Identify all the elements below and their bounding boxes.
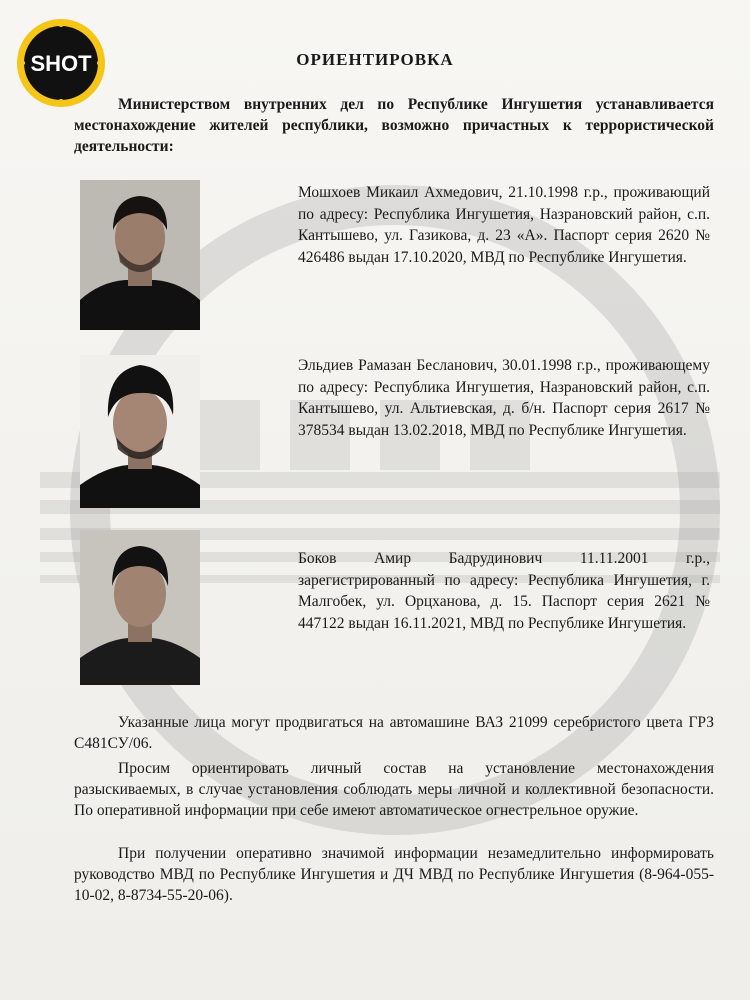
contact-paragraph: При получении оперативно значимой информации незамедлительно информировать руководство МВД по Республике Ингушетия и ДЧ МВД по Республике Ингушетия (8-964-055-10-02, 8-8734-55-20-06). — [74, 845, 714, 904]
person-2-description: Эльдиев Рамазан Бесланович, 30.01.1998 г.р., проживающему по адресу: Республика Ингушетия, Назрановский район, с.п. Кантышево, ул. Альтиевская, д. б/н. Паспорт серия 2617 № 378534 выдан 13.02.2018, МВД по Республике Ингушетия. — [298, 357, 710, 439]
page-title: ОРИЕНТИРОВКА — [296, 50, 454, 69]
person-photo-2 — [80, 355, 200, 508]
person-photo-3 — [80, 530, 200, 685]
vehicle-paragraph: Указанные лица могут продвигаться на автомашине ВАЗ 21099 серебристого цвета ГРЗ С481СУ/06. — [74, 714, 714, 752]
orientation-paragraph: Просим ориентировать личный состав на установление местонахождения разыскиваемых, в случае установления соблюдать меры личной и коллективной безопасности. По оперативной информации при себе имеют автоматическое огнестрельное оружие. — [74, 760, 714, 819]
svg-text:SHOT: SHOT — [30, 51, 92, 76]
person-3-description: Боков Амир Бадрудинович 11.11.2001 г.р., зарегистрированный по адресу: Республика Ингушетия, г. Малгобек, ул. Орцханова, д. 15. Паспорт серия 2621 № 447122 выдан 16.11.2021, МВД по Республике Ингушетия. — [298, 550, 710, 632]
intro-paragraph: Министерством внутренних дел по Республике Ингушетия устанавливается местонахождение жителей республики, возможно причастных к террористической деятельности: — [74, 96, 714, 155]
person-photo-1 — [80, 180, 200, 330]
person-1-description: Мошхоев Микаил Ахмедович, 21.10.1998 г.р., проживающий по адресу: Республика Ингушетия, Назрановский район, с.п. Кантышево, ул. Газикова, д. 23 «А». Паспорт серия 2620 № 426486 выдан 17.10.2020, МВД по Республике Ингушетия. — [298, 184, 710, 266]
